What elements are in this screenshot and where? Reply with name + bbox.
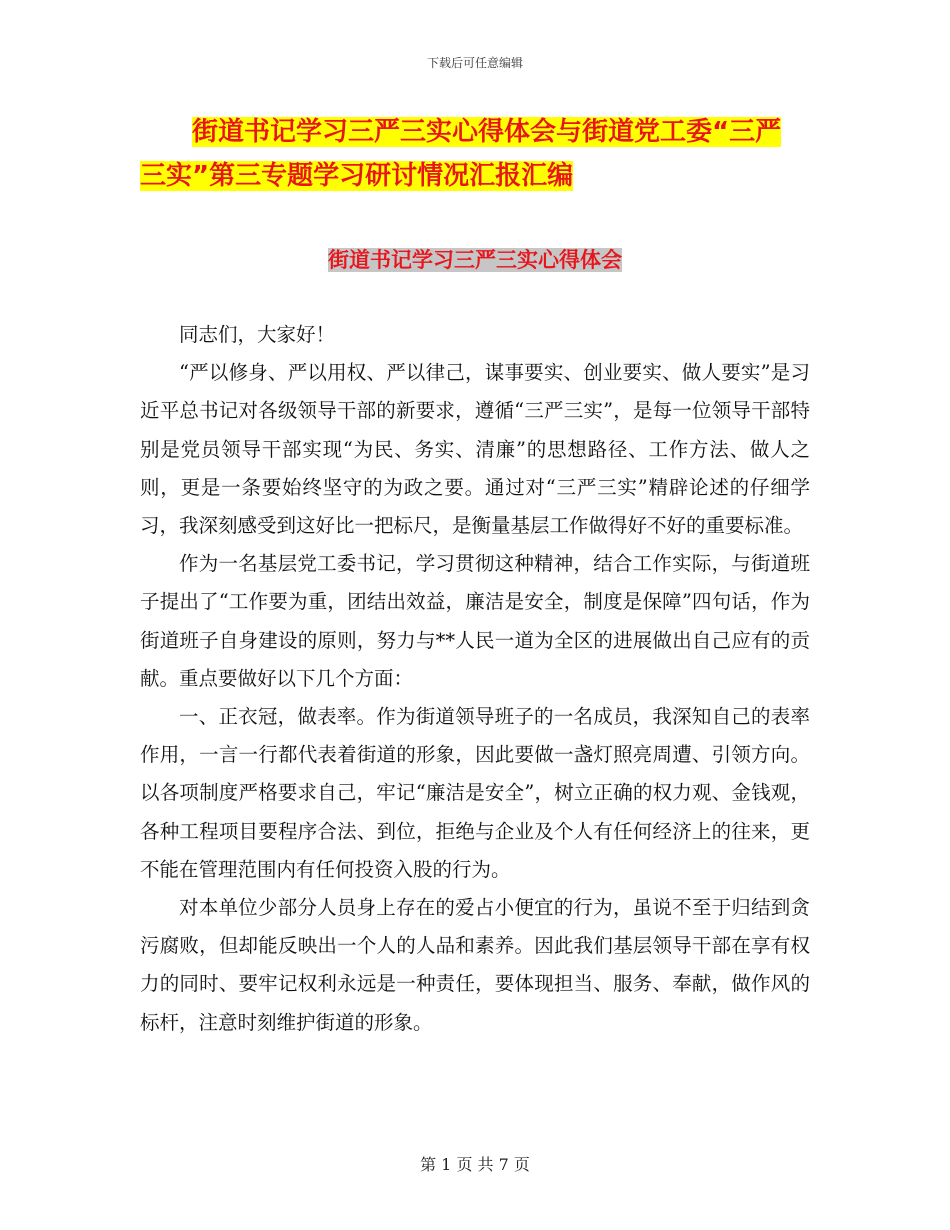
page-header-note: 下载后可任意编辑	[426, 56, 523, 70]
document-body	[140, 316, 810, 1042]
document-title-line-2: 三实”第三专题学习研讨情况汇报汇编	[140, 161, 574, 191]
paragraph-greeting: 同志们，大家好！	[179, 323, 336, 346]
section-heading-text: 街道书记学习三严三实心得体会	[328, 248, 622, 272]
section-heading	[0, 243, 950, 277]
page-number-footer: 第 1 页 共 7 页	[420, 1155, 530, 1174]
paragraph: “严以修身、严以用权、严以律己，谋事要实、创业要实、做人要实”是习近平总书记对各级领导干部的新要求，遵循“三严三实”，是每一位领导干部特别是党员领导干部实现“为民、务实、清廉”的思想路径、工作方法、做人之则，更是一条要始终坚守的为政之要。通过对“三严三实”精辟论述的仔细学习，我深刻感受到这好比一把标尺，是衡量基层工作做得好不好的重要标准。	[140, 361, 810, 538]
paragraph: 对本单位少部分人员身上存在的爱占小便宜的行为，虽说不至于归结到贪污腐败，但却能反映出一个人的人品和素养。因此我们基层领导干部在享有权力的同时、要牢记权利永远是一种责任，要体现担当、服务、奉献，做作风的标杆，注意时刻维护街道的形象。	[140, 896, 810, 1034]
paragraph: 一、正衣冠，做表率。作为街道领导班子的一名成员，我深知自己的表率作用，一言一行都代表着街道的形象，因此要做一盏灯照亮周遭、引领方向。以各项制度严格要求自己，牢记“廉洁是安全”，树立正确的权力观、金钱观，各种工程项目要程序合法、到位，拒绝与企业及个人有任何经济上的往来，更不能在管理范围内有任何投资入股的行为。	[140, 705, 810, 881]
document-title	[140, 110, 820, 198]
document-title-line-1: 街道书记学习三严三实心得体会与街道党工委“三严	[192, 117, 782, 147]
paragraph: 作为一名基层党工委书记，学习贯彻这种精神，结合工作实际，与街道班子提出了“工作要为重，团结出效益，廉洁是安全，制度是保障”四句话，作为街道班子自身建设的原则，努力与**人民一道为全区的进展做出自己应有的贡献。重点要做好以下几个方面：	[140, 552, 810, 690]
